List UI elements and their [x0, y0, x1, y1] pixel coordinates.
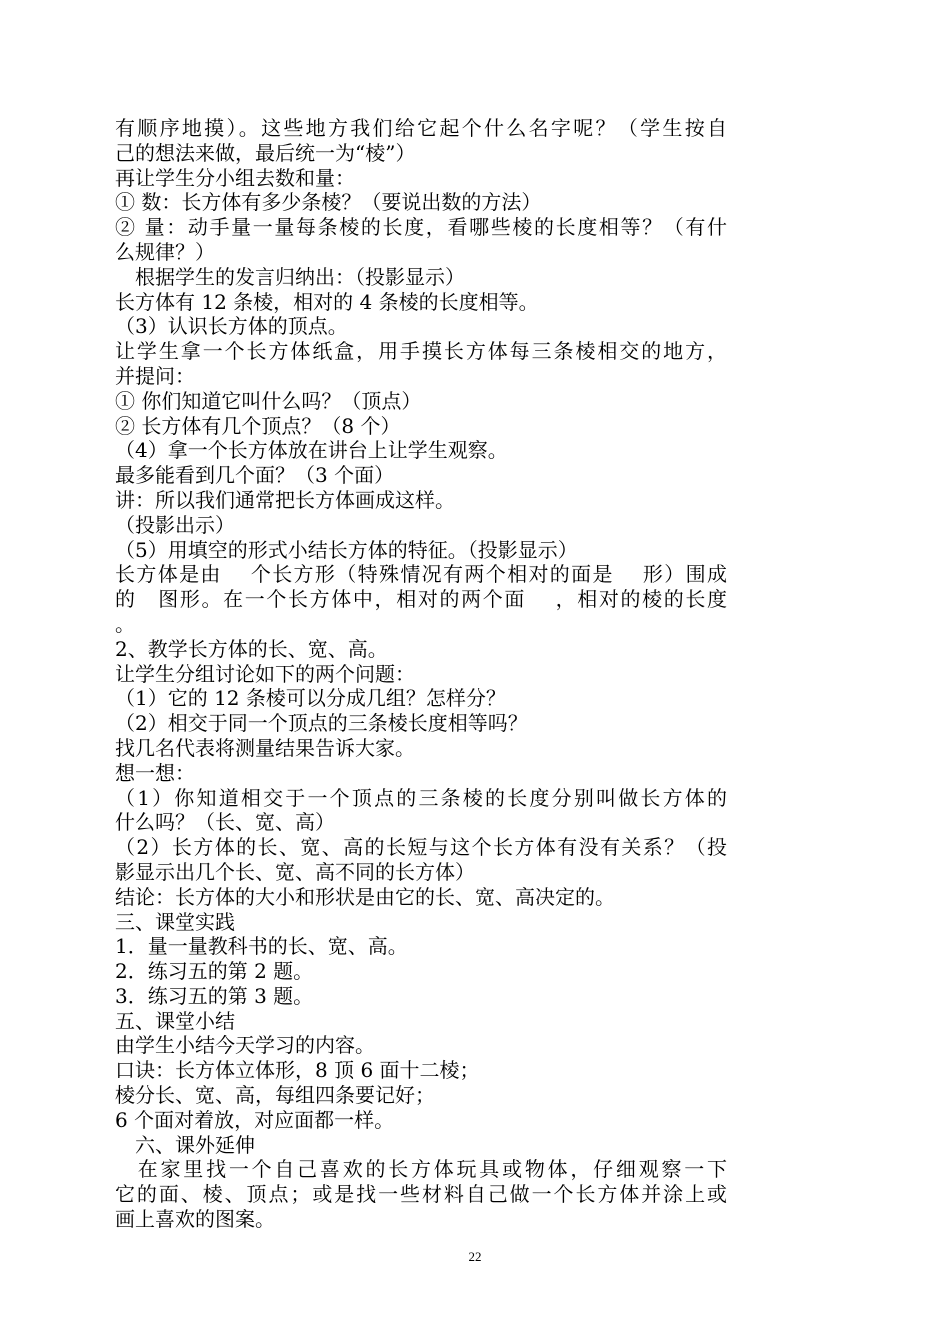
text-line: 并提问： — [115, 363, 195, 388]
page-number: 22 — [468, 1249, 482, 1264]
text-line: 最多能看到几个面？（3 个面） — [115, 463, 395, 488]
text-line: 棱分长、宽、高，每组四条要记好； — [115, 1083, 435, 1108]
text-line: 长方体有 12 条棱，相对的 4 条棱的长度相等。 — [115, 289, 539, 314]
text-line: （4）拿一个长方体放在讲台上让学生观察。 — [115, 438, 508, 463]
text-line: 长方体是由 个长方形（特殊情况有两个相对的面是 形）围成 — [115, 562, 727, 587]
text-line: 。 — [115, 611, 135, 636]
text-line: 2、教学长方体的长、宽、高。 — [115, 636, 388, 661]
text-line: 3．练习五的第 3 题。 — [115, 983, 314, 1008]
text-line: 影显示出几个长、宽、高不同的长方体） — [115, 859, 475, 884]
text-line: 6 个面对着放，对应面都一样。 — [115, 1107, 395, 1132]
text-line: 讲：所以我们通常把长方体画成这样。 — [115, 487, 455, 512]
text-line: ② 长方体有几个顶点？（8 个） — [115, 413, 401, 438]
text-line: 己的想法来做，最后统一为“棱”） — [115, 140, 416, 165]
text-line: 六、课外延伸 — [115, 1132, 255, 1157]
text-line: 再让学生分小组去数和量： — [115, 165, 355, 190]
text-line: 想一想： — [115, 760, 195, 785]
text-line: 让学生拿一个长方体纸盒，用手摸长方体每三条棱相交的地方， — [115, 339, 727, 364]
text-line: 三、课堂实践 — [115, 909, 235, 934]
text-line: 口诀：长方体立体形，8 顶 6 面十二棱； — [115, 1058, 480, 1083]
text-line: 什么吗？（长、宽、高） — [115, 810, 335, 835]
document-body — [115, 116, 727, 1232]
text-line: （2）相交于同一个顶点的三条棱长度相等吗？ — [115, 711, 528, 736]
text-line: 它的面、棱、顶点；或是找一些材料自己做一个长方体并涂上或 — [115, 1182, 727, 1207]
text-line: （3）认识长方体的顶点。 — [115, 314, 348, 339]
text-line: 1．量一量教科书的长、宽、高。 — [115, 934, 408, 959]
text-line: 的 图形。在一个长方体中，相对的两个面 ，相对的棱的长度 — [115, 587, 727, 612]
text-line: 根据学生的发言归纳出：（投影显示） — [115, 264, 465, 289]
text-line: 在家里找一个自己喜欢的长方体玩具或物体，仔细观察一下 — [115, 1157, 727, 1182]
text-line: 由学生小结今天学习的内容。 — [115, 1033, 375, 1058]
text-line: 找几名代表将测量结果告诉大家。 — [115, 735, 415, 760]
text-line: ① 数：长方体有多少条棱？（要说出数的方法） — [115, 190, 542, 215]
text-line: （1）你知道相交于一个顶点的三条棱的长度分别叫做长方体的 — [115, 785, 727, 810]
text-line: ② 量：动手量一量每条棱的长度，看哪些棱的长度相等？（有什 — [115, 215, 727, 240]
text-line: 画上喜欢的图案。 — [115, 1207, 275, 1232]
text-line: 五、课堂小结 — [115, 1008, 235, 1033]
text-line: 有顺序地摸）。这些地方我们给它起个什么名字呢？（学生按自 — [115, 116, 727, 140]
text-line: 么规律？） — [115, 239, 215, 264]
text-line: （1）它的 12 条棱可以分成几组？怎样分？ — [115, 686, 506, 711]
text-line: （2）长方体的长、宽、高的长短与这个长方体有没有关系？（投 — [115, 835, 727, 860]
text-line: 2．练习五的第 2 题。 — [115, 959, 314, 984]
text-line: （投影出示） — [115, 512, 235, 537]
text-line: ① 你们知道它叫什么吗？（顶点） — [115, 388, 422, 413]
text-line: 结论：长方体的大小和形状是由它的长、宽、高决定的。 — [115, 884, 615, 909]
text-line: 让学生分组讨论如下的两个问题： — [115, 661, 415, 686]
text-line: （5）用填空的形式小结长方体的特征。（投影显示） — [115, 537, 578, 562]
